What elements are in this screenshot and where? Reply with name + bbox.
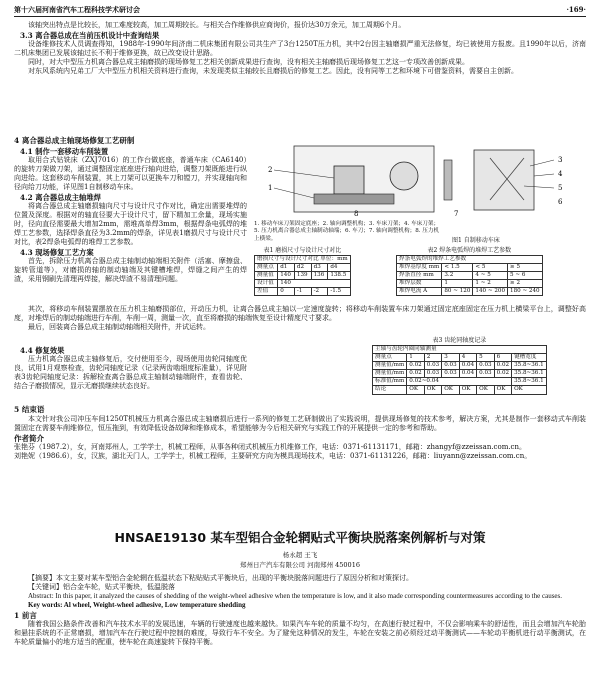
table-cell: 测量点 xyxy=(373,353,407,361)
table-cell: 0.02 xyxy=(494,370,511,378)
left-column xyxy=(14,135,247,284)
table-cell: 1 xyxy=(407,353,424,361)
table-cell: < 5 xyxy=(473,263,508,271)
table-cell: 80 ~ 120 xyxy=(442,288,473,296)
table-caption: 表2 焊条电弧焊的堆焊工艺参数 xyxy=(427,247,512,254)
table-cell: -1 xyxy=(294,288,311,296)
table-cell: 136 xyxy=(311,271,328,279)
table-cell: d4 xyxy=(328,263,350,271)
section-heading: 1 前言 xyxy=(14,610,37,620)
lathe-illustration xyxy=(254,140,586,220)
section-heading: 4.4 修复效果 xyxy=(20,346,65,355)
section-heading: 4 离合器总成主轴现场修复工艺研制 xyxy=(14,136,135,145)
author-bio: 张艳芬（1987.2），女，河南郑州人，工学学士，机械工程师，从事各种闭式机械压力机维修工作，电话：0371-61131171，邮箱：zhangyf@zzeissan.com.cn。 xyxy=(14,443,526,452)
table-cell: 0 xyxy=(278,288,295,296)
abstract-cn: 【摘要】本文主要对某车型铝合金轮辋在低温状态下粘贴贴式平衡块后，出现的平衡块脱落问题进行了原因分析和对策探讨。 xyxy=(28,574,413,582)
paragraph: 取用合式钻铣床（ZXJ7016）的工作台做底座，普通车床（CA6140）的旋转刀架做刀架，通过调整固定底座进行轴向进给，调整刀架既能进行纵向进给。这套移动车削装置，其上刀架可以更换车刀和镗刀，并实现轴向和径向给刀功能，详见图1自制移动车床。 xyxy=(14,155,247,191)
table-cell: 0.04 xyxy=(459,370,476,378)
middle-text-block xyxy=(14,305,586,332)
table-cell: ≥ 5 xyxy=(508,263,543,271)
section-heading: 3.3 离合器总成在当前压机设计中查询结果 xyxy=(20,30,160,40)
callout-label: 2 xyxy=(268,166,273,174)
table-cell: 2 xyxy=(424,353,441,361)
table-cell: OK xyxy=(442,386,459,394)
table-cell: 0.03 xyxy=(424,361,441,369)
article-affiliation: 郑州日产汽车有限公司 河南郑州 450016 xyxy=(240,561,360,569)
table-cell: 结论 xyxy=(373,386,407,394)
table-cell: ≥ 2 xyxy=(508,280,543,288)
table-cell: 4 ~ 5 xyxy=(473,271,508,279)
table-cell: OK xyxy=(407,386,424,394)
table-cell: 0.03 xyxy=(442,370,459,378)
section-heading: 5 结束语 xyxy=(14,405,45,414)
table-cell: 标准值/mm xyxy=(373,378,407,386)
table-cell: 磨损尺寸与设计尺寸对比 单位：mm xyxy=(255,255,351,263)
section-heading: 4.3 现场修复工艺方案 xyxy=(20,247,94,257)
table-cell: 0.04 xyxy=(459,361,476,369)
paragraph: 随着我国公路条件改善和汽车技术水平的发展迅速，车辆的行驶速度也越来越快。如果汽车车轮的质量不均匀，在高速行驶过程中，不仅会影响乘车的舒适性，而且会增加汽车轮胎和悬挂系统的不正常磨损，增加汽车在行驶过程中控制的难度，导致行车不安全。为了避免这种情况的发生，车轮在安装之前必须经过动平衡测试——车轮动平衡机进行动平衡测试，在车轮质量偏小的地方适当的配重，使车轮在高速旋转下保持平衡。 xyxy=(14,620,586,647)
table-cell: 1 ~ 2 xyxy=(473,280,508,288)
table-cell: 5 ~ 6 xyxy=(508,271,543,279)
table-cell: 焊条直径 mm xyxy=(397,271,442,279)
table-cell: 堆焊电流 A xyxy=(397,288,442,296)
table-cell: 139 xyxy=(294,271,311,279)
table-3-grid xyxy=(372,345,547,395)
table-cell: 0.02 xyxy=(407,370,424,378)
paragraph: 压力机离合器总成主轴修复后，交付使用至今，现场使用齿轮同轴度优良，试用1月观察检查，齿轮同轴度记录（记录两齿啮细度标准量），详见附表3齿轮同轴度记录：拆解检查离合器总成主轴制动轴端附件，查看齿轮、结合子磨损情况，显示无磨损继续状态良好。 xyxy=(14,355,247,391)
table-caption: 表1 磨损尺寸与设计尺寸对比 xyxy=(263,247,342,254)
top-text-block xyxy=(14,21,586,76)
table-cell: 0.02 xyxy=(494,361,511,369)
table-cell: 140 ~ 200 xyxy=(473,288,508,296)
running-header xyxy=(14,6,586,17)
abstract-en: Abstract: In this paper, it analyzed the causes of shedding of the weight-wheel adhesive when the temperature is low, and it also made corresponding countermeasures according to the causes. xyxy=(28,591,563,600)
table-cell: -1.5 xyxy=(328,288,350,296)
table-1-grid xyxy=(254,255,351,297)
table-cell: 180 ~ 240 xyxy=(508,288,543,296)
table-cell: < 1.5 xyxy=(442,263,473,271)
table-cell: 140 xyxy=(278,280,351,288)
paragraph: 将离合器总成主轴磨损轴向尺寸与设计尺寸作对比，确定出需要堆焊的位置及深度。根据对的轴直径要大于设计尺寸，留下精加工余量，现场实施时，径向直径需要最大增加2mm，需堆高单焊3mm，根据焊条电弧焊的堆焊工艺参数，选择焊条直径为3.2mm的焊条，详见表1磨损尺寸与设计尺寸对比，表2焊条电弧焊的堆焊工艺参数。 xyxy=(14,202,247,246)
table-cell: d1 xyxy=(278,263,295,271)
paragraph: 其次，将移动车削装置摆放在压力机主轴磨损部位，开动压力机，让离合器总成主轴以一定速度旋转；将移动车削装置车床刀架通过固定底座固定在压力机上横梁平台上，调整好高度，对堆焊后的制动轴端进行车削，车削一周，测量一次，直至将磨损的轴端恢复至设计精度尺寸要求。 xyxy=(14,305,586,322)
table-cell: 测量点 xyxy=(255,263,278,271)
table-cell: OK xyxy=(424,386,441,394)
table-2-grid xyxy=(396,255,543,297)
paragraph: 首先，拆除压力机离合器总成主轴制动轴端相关附件（活塞、摩擦盘、旋转管道等），对磨损的轴的制动轴端及其键槽堆焊，焊缝之间产生的焊渣，采用钢刷先清理再焊接，解决焊渣不易清理问题。 xyxy=(14,257,247,284)
section-heading: 4.1 制作一套移动车削装置 xyxy=(20,146,109,156)
callout-label: 1 xyxy=(268,184,273,192)
table-2 xyxy=(396,247,543,296)
table-cell: 主轴与齿轮内圈同轴测量 xyxy=(373,345,547,353)
table-cell: OK xyxy=(494,386,511,394)
table-cell: 0.03 xyxy=(477,370,494,378)
table-cell: 0.03 xyxy=(477,361,494,369)
table-cell: 35.8~36.1 xyxy=(512,361,547,369)
table-cell: 设计值 xyxy=(255,280,278,288)
section-heading: 作者简介 xyxy=(14,433,44,443)
table-cell: 1 xyxy=(442,280,473,288)
table-cell: 测量值/mm xyxy=(373,370,407,378)
callout-label: 6 xyxy=(558,198,563,206)
table-cell: 堆焊基厚度 mm xyxy=(397,263,442,271)
journal-title: 第十六届河南省汽车工程科技学术研讨会 xyxy=(14,5,140,14)
table-cell: 差值 xyxy=(255,288,278,296)
figure-1-caption: 图1 自制移动车床 xyxy=(452,237,500,244)
table-cell: 测量值 xyxy=(255,271,278,279)
paragraph: 对东风系统内兄弟工厂大中型压力机相关资料进行查询，未发现类似主轴较长且磨损后的修复工艺。因此，没有同等工艺和环境下可借鉴资料，需要自主创新。 xyxy=(28,67,518,76)
figure-1-legend: 1. 移动车床刀架固定底座；2. 轴向调整机构；3. 车床刀架；4. 车床刀架；5. 压力机离合器总成主轴制动轴端；6. 车刀；7. 轴向调整机构；8. 压力机上横梁。 xyxy=(254,221,440,242)
table-cell: d3 xyxy=(311,263,328,271)
paragraph: 同时，对大中型压力机离合器总成主轴磨损的现场修复工艺相关创新成果进行查询，没有相关主轴磨损后现场修复工艺这一专项改善创新成果。 xyxy=(28,58,469,67)
callout-label: 7 xyxy=(454,210,459,218)
callout-label: 3 xyxy=(558,156,563,164)
callout-label: 5 xyxy=(558,184,563,192)
table-cell: 35.8~36.1 xyxy=(512,378,547,386)
page-number: ·169· xyxy=(566,5,586,14)
table-cell: 3 xyxy=(442,353,459,361)
table-cell: 测量值/mm xyxy=(373,361,407,369)
author-bio: 刘艳妮（1986.6），女，汉族，湖北天门人，工学学士，机械工程师，主要研究方向为模具现场技术，电话：0371-61131226，邮箱：liuyann@zzeissan.com.cn。 xyxy=(14,452,532,461)
table-cell: OK xyxy=(459,386,476,394)
keywords-en: Key words: Al wheel, Weight-wheel adhesive, Low temperature shedding xyxy=(28,600,246,609)
table-cell: -2 xyxy=(311,288,328,296)
abstract-block xyxy=(14,574,586,647)
callout-label: 4 xyxy=(558,170,563,178)
table-caption: 表3 齿轮同轴度记录 xyxy=(432,337,487,344)
table-1 xyxy=(254,247,351,296)
table-cell: OK xyxy=(477,386,494,394)
table-cell: 0.02~0.04 xyxy=(407,378,512,386)
table-cell: 焊条电弧焊的堆焊工艺参数 xyxy=(397,255,543,263)
table-cell: 35.8~36.1 xyxy=(512,370,547,378)
conclusion-block xyxy=(14,404,586,461)
table-cell: 3.2 xyxy=(442,271,473,279)
article-authors: 杨永超 王飞 xyxy=(282,551,318,559)
callout-label: 8 xyxy=(354,210,359,218)
table-cell: 堆焊层数 xyxy=(397,280,442,288)
table-cell: d2 xyxy=(294,263,311,271)
table-cell: 6 xyxy=(494,353,511,361)
table-cell: 138.5 xyxy=(328,271,350,279)
table-cell: 键槽宽度 xyxy=(512,353,547,361)
table-cell: 0.03 xyxy=(424,370,441,378)
section-heading: 4.2 离合器总成主轴堆焊 xyxy=(20,192,101,202)
table-cell: 0.03 xyxy=(442,361,459,369)
paragraph: 该轴突出特点是比较长，加工难度较高，加工周期较长。与相关合作维修供应商询价，报价达30万余元，加工周期6个月。 xyxy=(28,21,406,29)
table-3 xyxy=(372,337,547,395)
table-cell: 140 xyxy=(278,271,295,279)
left-column-lower xyxy=(14,345,247,391)
article-title: HNSAE19130 某车型铝合金轮辋贴式平衡块脱落案例解析与对策 xyxy=(114,530,486,545)
paragraph: 本文针对我公司冲压车间1250T机械压力机离合器总成主轴磨损后进行一系列的修复工艺研制做出了实践说明，提供现场修复的技术参考，解决方案，尤其是制作一套移动式车削装置固定在需要车削维修位，恒压拖到，有效降低设备故障和维修成本，希望能够为今后相关研究与实践工作的开展提供一定的参考和帮助。 xyxy=(14,414,586,432)
table-cell: OK xyxy=(512,386,547,394)
keywords-cn: 【关键词】铝合金车轮，贴式平衡块，低温脱落 xyxy=(28,582,175,591)
table-cell: 4 xyxy=(459,353,476,361)
table-cell: 0.02 xyxy=(407,361,424,369)
paragraph: 设备维修技术人员调查得知，1988年-1990年间济南二机床集团有限公司共生产了3台1250T压力机，其中2台因主轴磨损严重无法修复，均已被使用方报废。且1990年以后，济南二机床集团已发展该轴过长不利于维修更换，故已改变设计思路。 xyxy=(14,40,586,58)
table-cell: 5 xyxy=(477,353,494,361)
paragraph: 最后，回装离合器总成主轴制动轴端相关附件，并试运转。 xyxy=(28,322,210,331)
